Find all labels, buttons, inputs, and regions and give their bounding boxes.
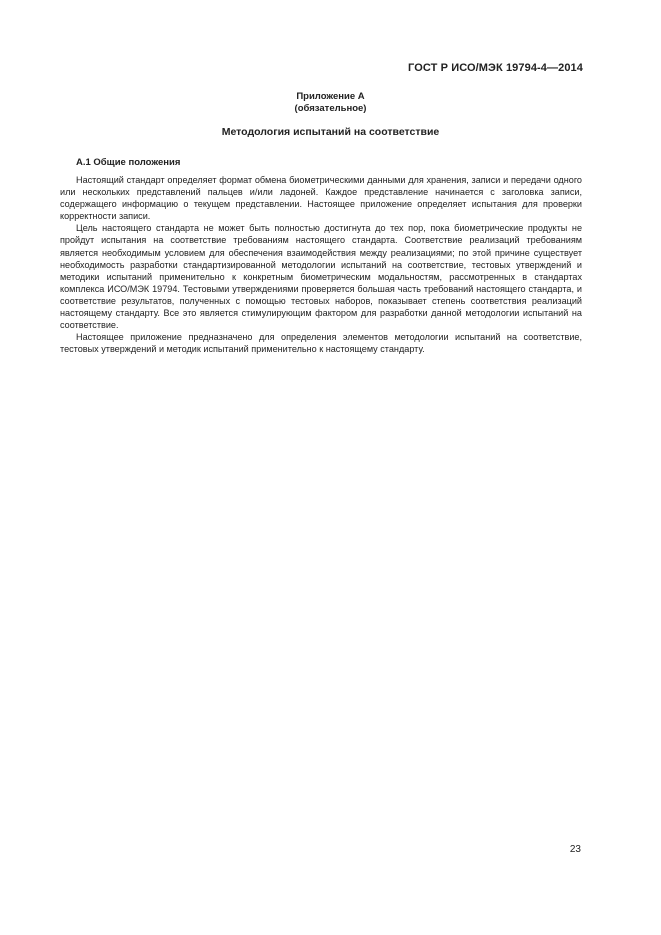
paragraph: Цель настоящего стандарта не может быть полностью достигнута до тех пор, пока биометрические продукты не пройдут испытания на соответствие требованиям настоящего стандарта. Соответствие реализаций требованиям является необходимым условием для обеспечения взаимодействия между реализациями; по этой причине существует необходимость разработки стандартизированной методологии испытаний на соответствие, тестовых утверждений и методики испытаний применительно к конкретным биометрическим модальностям, рассмотренных в стандартах комплекса ИСО/МЭК 19794. Тестовыми утверждениями проверяется большая часть требований настоящего стандарта, и соответствие результатов, полученных с помощью тестовых наборов, показывает степень соответствия реализаций настоящему стандарту. Все это является стимулирующим фактором для разработки данной методологии испытаний на соответствие. — [60, 223, 582, 331]
appendix-heading — [0, 91, 661, 115]
appendix-title: Приложение А — [296, 91, 365, 102]
appendix-status: (обязательное) — [294, 103, 367, 114]
standard-code: ГОСТ Р ИСО/МЭК 19794-4—2014 — [408, 62, 583, 74]
body-text — [60, 174, 582, 355]
subsection-title: А.1 Общие положения — [76, 157, 181, 168]
paragraph: Настоящий стандарт определяет формат обмена биометрическими данными для хранения, записи и передачи одного или нескольких представлений пальцев и/или ладоней. Каждое представление начинается с заголовка записи, содержащего информацию о текущем представлении. Настоящее приложение определяет испытания для проверки корректности записи. — [60, 175, 582, 222]
paragraph: Настоящее приложение предназначено для определения элементов методологии испытаний на соответствие, тестовых утверждений и методик испытаний применительно к настоящему стандарту. — [60, 332, 582, 355]
section-title: Методология испытаний на соответствие — [221, 126, 440, 138]
page-number: 23 — [569, 844, 581, 855]
